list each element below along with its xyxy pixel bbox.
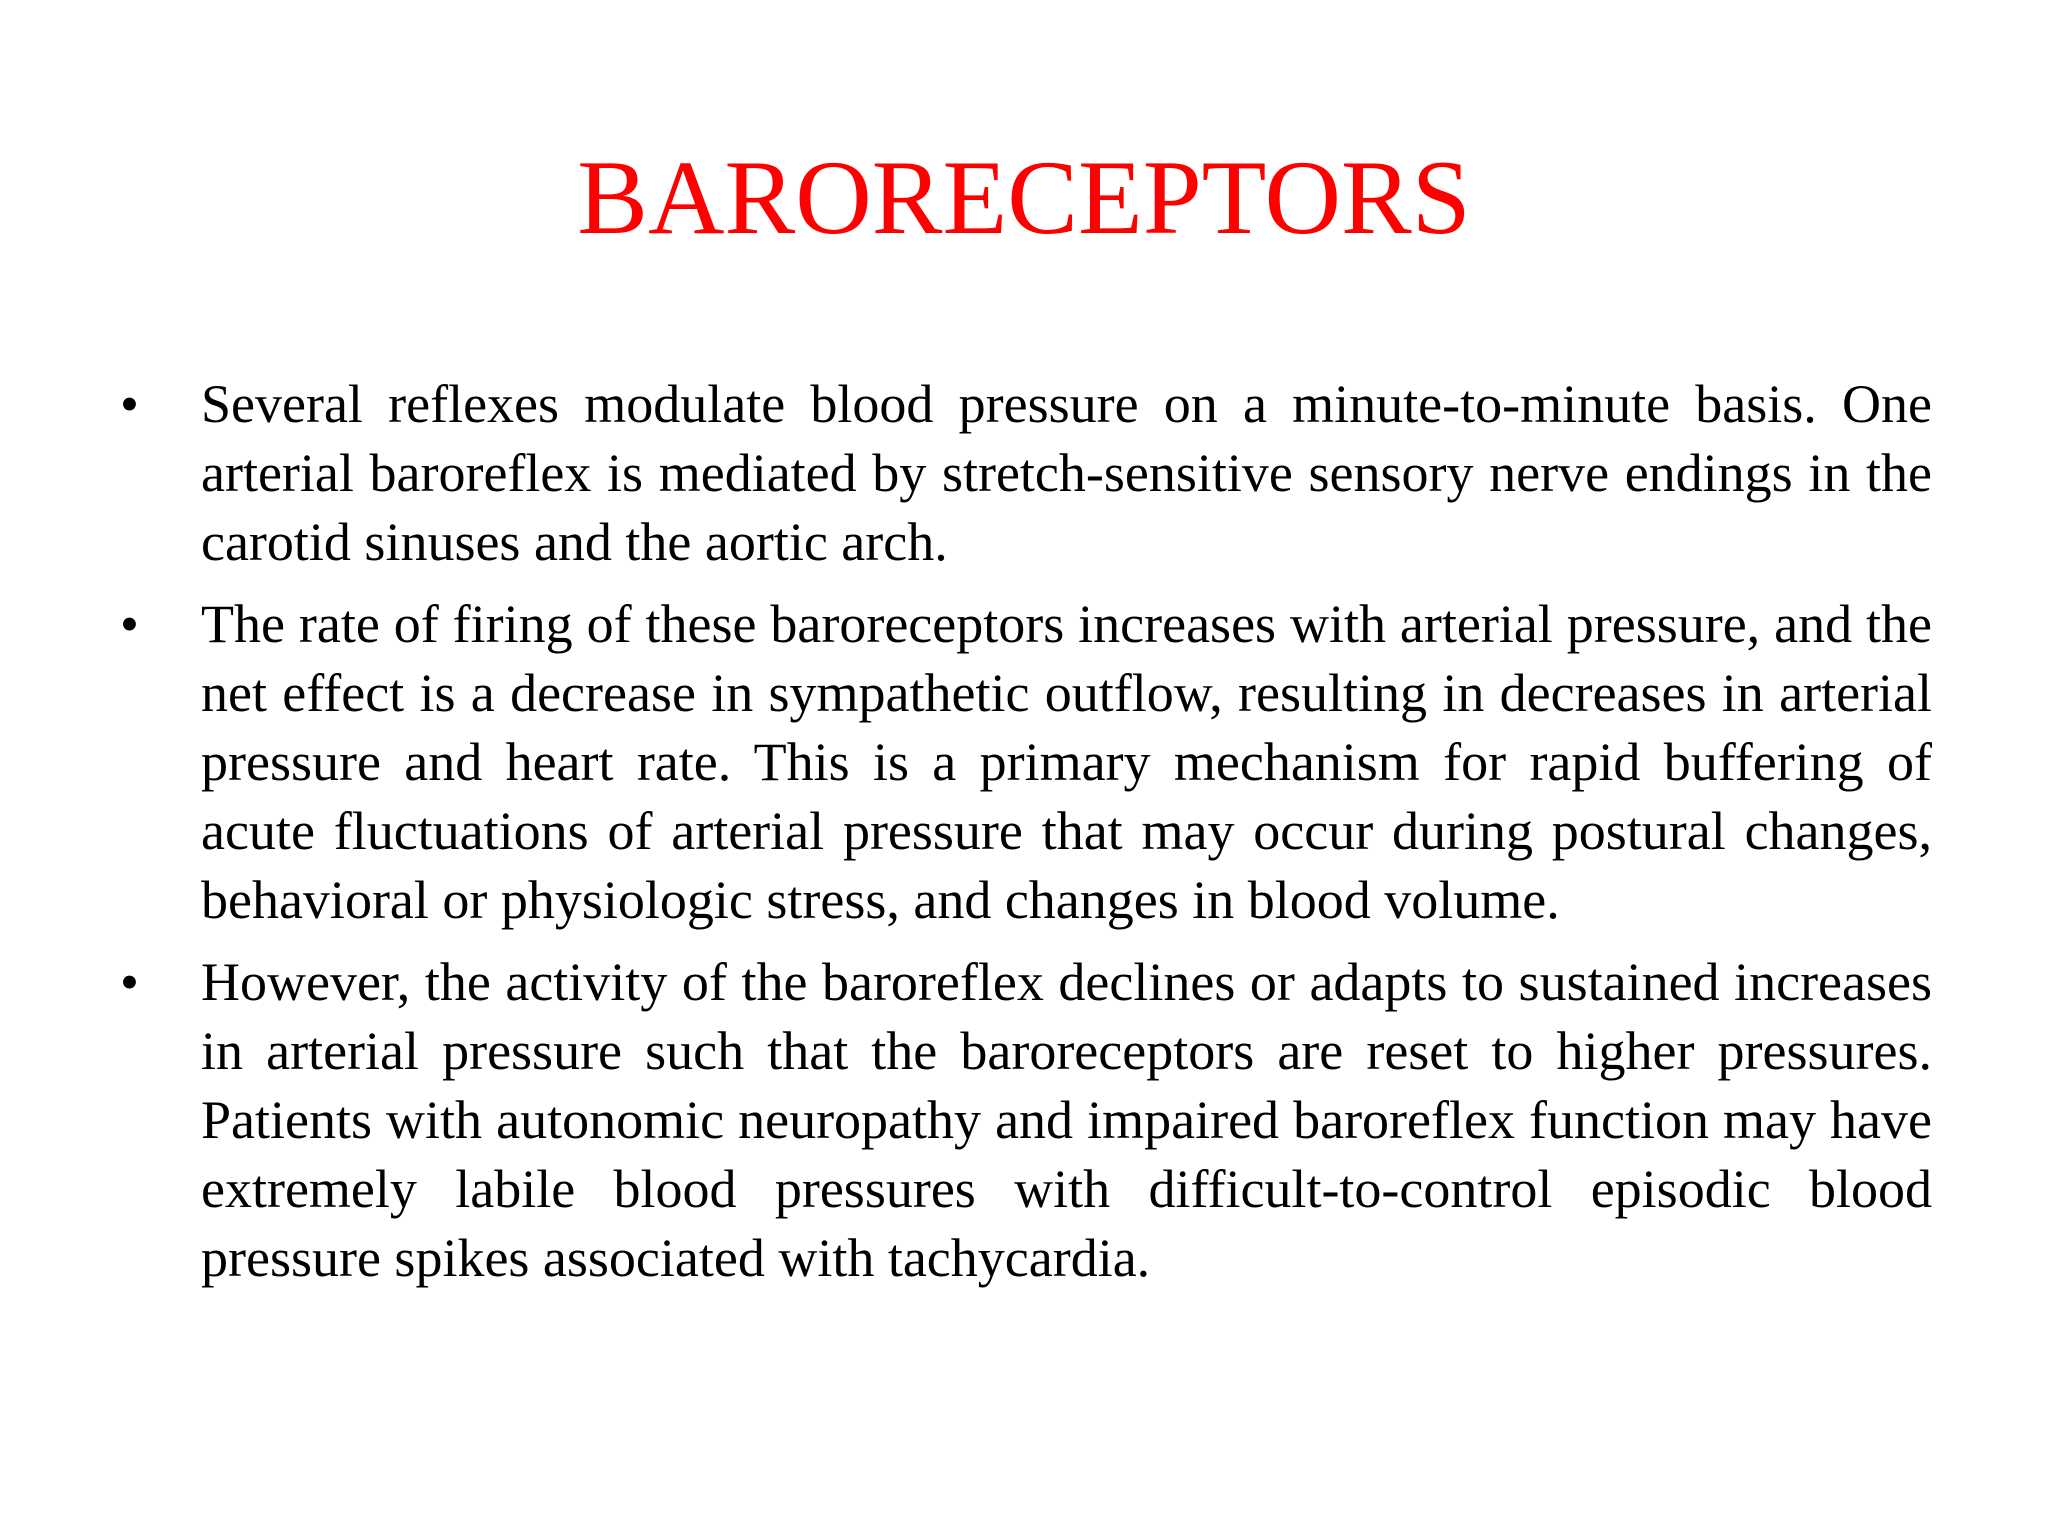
bullet-text: However, the activity of the baroreflex declines or adapts to sustained increases in arterial pressure such that the baroreceptors are reset to higher pressures. Patients with autonomic neuropathy and impaired baroreflex function may have extremely labile blood pressures with difficult-to-control episodic blood pressure spikes associated with tachycardia. bbox=[201, 952, 1932, 1288]
bullet-marker: • bbox=[120, 952, 139, 1012]
bullet-item bbox=[120, 948, 1932, 1293]
bullet-marker: • bbox=[120, 374, 139, 434]
bullet-text: The rate of firing of these baroreceptors increases with arterial pressure, and the net effect is a decrease in sympathetic outflow, resulting in decreases in arterial pressure and heart rate. This is a primary mechanism for rapid buffering of acute fluctuations of arterial pressure that may occur during postural changes, behavioral or physiologic stress, and changes in blood volume. bbox=[201, 594, 1932, 930]
bullet-text: Several reflexes modulate blood pressure on a minute-to-minute basis. One arterial baroreflex is mediated by stretch-sensitive sensory nerve endings in the carotid sinuses and the aortic arch. bbox=[201, 374, 1932, 572]
slide-title: BARORECEPTORS bbox=[577, 139, 1471, 256]
bullet-item bbox=[120, 590, 1932, 935]
bullet-item bbox=[120, 370, 1932, 577]
bullet-list bbox=[120, 370, 1932, 1306]
bullet-marker: • bbox=[120, 594, 139, 654]
